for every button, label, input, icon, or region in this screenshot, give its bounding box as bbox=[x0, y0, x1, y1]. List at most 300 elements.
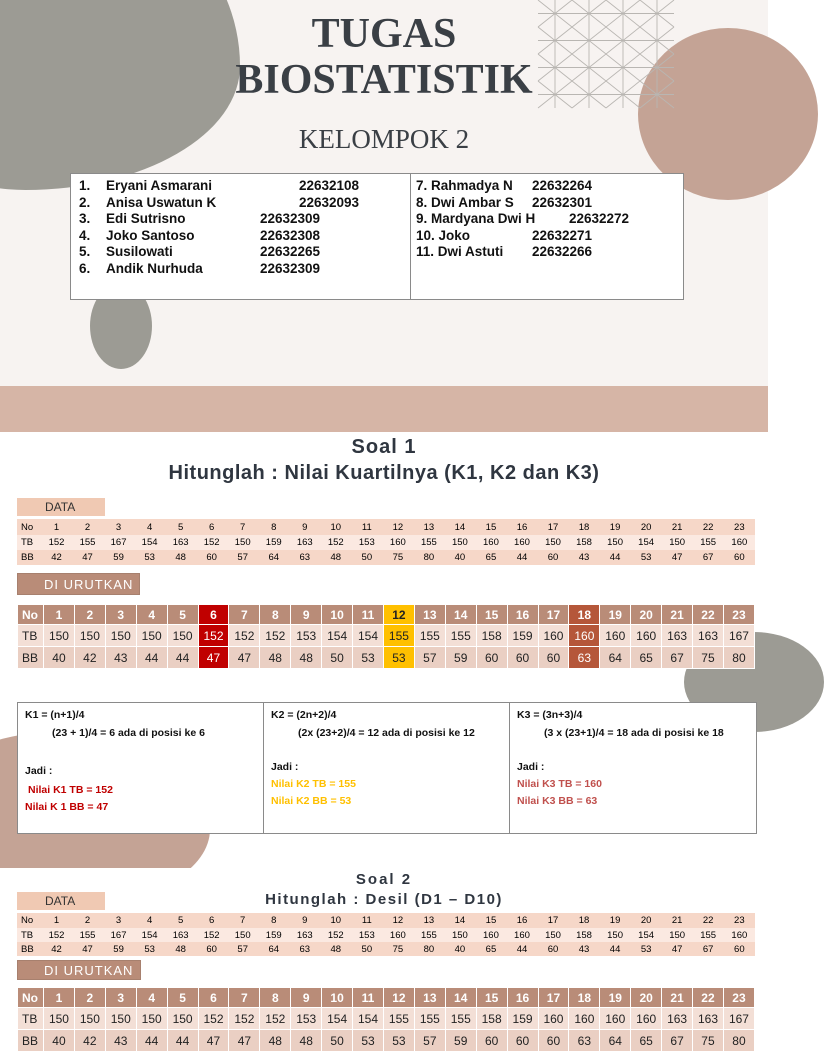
table-cell-no: 4 bbox=[134, 913, 165, 928]
table-cell-no: 16 bbox=[507, 605, 538, 625]
table-cell-no: 4 bbox=[134, 519, 165, 535]
table-cell-tb: 154 bbox=[322, 1008, 353, 1030]
table-cell-tb: 159 bbox=[258, 928, 289, 942]
member-nim: 22632271 bbox=[532, 227, 593, 243]
table-cell-bb: 44 bbox=[506, 550, 537, 565]
table-cell-tb: 153 bbox=[351, 928, 382, 942]
table-cell-bb: 48 bbox=[260, 1030, 291, 1052]
table-cell-no: 19 bbox=[600, 988, 631, 1008]
table-cell-no: 5 bbox=[165, 913, 196, 928]
table-cell-bb: 60 bbox=[507, 1030, 538, 1052]
member-name: Joko Santoso bbox=[106, 227, 195, 243]
table-cell-bb: 44 bbox=[600, 550, 631, 565]
row-label-tb: TB bbox=[17, 928, 41, 942]
table-cell-no: 12 bbox=[383, 988, 414, 1008]
table-cell-tb: 152 bbox=[196, 535, 227, 550]
table-cell-no: 4 bbox=[136, 988, 167, 1008]
table-cell-bb: 48 bbox=[260, 647, 291, 669]
table-cell-tb: 155 bbox=[413, 928, 444, 942]
table-cell-bb: 43 bbox=[105, 647, 136, 669]
member-number: 5. bbox=[79, 244, 91, 259]
list-item bbox=[416, 211, 678, 228]
table-cell-tb: 150 bbox=[662, 928, 693, 942]
row-label-tb: TB bbox=[18, 625, 44, 647]
table-cell-tb: 163 bbox=[693, 625, 724, 647]
table-cell-bb: 75 bbox=[382, 942, 413, 956]
table-cell-tb: 160 bbox=[382, 535, 413, 550]
table-cell-no: 7 bbox=[229, 605, 260, 625]
soal-2-slide bbox=[0, 868, 768, 1048]
table-cell-tb: 155 bbox=[414, 1008, 445, 1030]
table-cell-tb: 150 bbox=[444, 928, 475, 942]
table-cell-tb: 152 bbox=[260, 1008, 291, 1030]
table-cell-no: 22 bbox=[693, 988, 724, 1008]
table-cell-tb: 160 bbox=[600, 625, 631, 647]
table-cell-bb: 53 bbox=[383, 647, 414, 669]
table-cell-tb: 152 bbox=[320, 928, 351, 942]
table-cell-bb: 60 bbox=[476, 1030, 507, 1052]
table-cell-tb: 150 bbox=[167, 625, 198, 647]
table-cell-bb: 67 bbox=[662, 1030, 693, 1052]
table-cell-no: 17 bbox=[538, 519, 569, 535]
table-cell-no: 23 bbox=[723, 988, 754, 1008]
table-cell-tb: 154 bbox=[322, 625, 353, 647]
table-cell-tb: 150 bbox=[600, 928, 631, 942]
table-cell-no: 12 bbox=[382, 519, 413, 535]
table-cell-tb: 150 bbox=[105, 1008, 136, 1030]
page-title: BIOSTATISTIK bbox=[235, 57, 533, 103]
k3-jadi: Jadi : bbox=[517, 761, 545, 773]
table-cell-tb: 155 bbox=[414, 625, 445, 647]
table-cell-tb: 154 bbox=[353, 1008, 384, 1030]
table-cell-bb: 59 bbox=[445, 1030, 476, 1052]
page-title: TUGAS bbox=[311, 11, 457, 57]
table-cell-bb: 44 bbox=[136, 647, 167, 669]
table-cell-tb: 150 bbox=[74, 625, 105, 647]
k2-panel bbox=[263, 703, 509, 833]
member-name: Andik Nurhuda bbox=[106, 260, 203, 276]
table-cell-bb: 50 bbox=[351, 550, 382, 565]
table-cell-no: 23 bbox=[723, 605, 754, 625]
table-cell-no: 18 bbox=[569, 605, 600, 625]
member-number: 1. bbox=[79, 178, 91, 193]
table-cell-tb: 163 bbox=[289, 928, 320, 942]
table-cell-tb: 163 bbox=[165, 535, 196, 550]
table-cell-no: 13 bbox=[414, 988, 445, 1008]
row-label-tb: TB bbox=[17, 535, 41, 550]
table-cell-bb: 53 bbox=[353, 647, 384, 669]
table-cell-no: 15 bbox=[475, 519, 506, 535]
table-cell-bb: 53 bbox=[134, 942, 165, 956]
row-label-bb: BB bbox=[17, 550, 41, 565]
k3-formula: K3 = (3n+3)/4 bbox=[517, 709, 583, 721]
member-name: 7. Rahmadya N bbox=[416, 178, 513, 193]
member-nim: 22632308 bbox=[260, 227, 321, 243]
table-cell-tb: 159 bbox=[507, 625, 538, 647]
table-cell-no: 11 bbox=[353, 605, 384, 625]
table-cell-tb: 160 bbox=[600, 1008, 631, 1030]
table-cell-no: 11 bbox=[351, 519, 382, 535]
member-name: Edi Sutrisno bbox=[106, 211, 186, 226]
table-cell-no: 14 bbox=[445, 605, 476, 625]
table-cell-bb: 63 bbox=[569, 1030, 600, 1052]
table-cell-bb: 47 bbox=[72, 942, 103, 956]
table-cell-bb: 47 bbox=[229, 1030, 260, 1052]
list-item bbox=[416, 244, 678, 261]
table-cell-no: 5 bbox=[167, 605, 198, 625]
member-nim: 22632264 bbox=[532, 178, 593, 193]
table-cell-bb: 43 bbox=[569, 550, 600, 565]
table-cell-bb: 57 bbox=[227, 550, 258, 565]
k1-calculation: (23 + 1)/4 = 6 ada di posisi ke 6 bbox=[52, 727, 205, 739]
row-label-bb: BB bbox=[18, 647, 44, 669]
table-cell-tb: 163 bbox=[289, 535, 320, 550]
table-cell-no: 21 bbox=[662, 988, 693, 1008]
table-cell-no: 3 bbox=[103, 913, 134, 928]
table-cell-bb: 53 bbox=[353, 1030, 384, 1052]
table-cell-no: 8 bbox=[260, 605, 291, 625]
list-item bbox=[79, 178, 405, 195]
table-cell-no: 12 bbox=[383, 605, 414, 625]
row-label-bb: BB bbox=[17, 942, 41, 956]
table-cell-tb: 150 bbox=[136, 1008, 167, 1030]
table-cell-tb: 155 bbox=[383, 625, 414, 647]
table-cell-tb: 167 bbox=[723, 625, 754, 647]
list-item bbox=[79, 195, 405, 212]
table-cell-bb: 80 bbox=[723, 1030, 754, 1052]
table-cell-bb: 80 bbox=[723, 647, 754, 669]
question-text: Hitunglah : Desil (D1 – D10) bbox=[265, 891, 503, 908]
table-cell-bb: 48 bbox=[165, 942, 196, 956]
row-label-bb: BB bbox=[18, 1030, 44, 1052]
table-cell-tb: 150 bbox=[105, 625, 136, 647]
table-cell-no: 20 bbox=[631, 913, 662, 928]
table-cell-no: 2 bbox=[72, 913, 103, 928]
sorted-label: DI URUTKAN bbox=[17, 960, 141, 980]
member-list-left bbox=[79, 178, 405, 277]
table-cell-tb: 155 bbox=[72, 535, 103, 550]
list-item bbox=[79, 228, 405, 245]
table-cell-bb: 67 bbox=[693, 942, 724, 956]
table-cell-tb: 152 bbox=[41, 928, 72, 942]
member-nim: 22632266 bbox=[532, 244, 593, 259]
table-cell-bb: 60 bbox=[538, 647, 569, 669]
table-cell-tb: 150 bbox=[167, 1008, 198, 1030]
table-cell-no: 16 bbox=[507, 988, 538, 1008]
raw-data-table bbox=[17, 913, 755, 956]
table-cell-bb: 65 bbox=[631, 1030, 662, 1052]
table-cell-bb: 67 bbox=[693, 550, 724, 565]
table-cell-tb: 159 bbox=[507, 1008, 538, 1030]
table-cell-bb: 47 bbox=[229, 647, 260, 669]
member-name: 11. Dwi Astuti bbox=[416, 244, 504, 259]
soal-1-slide bbox=[0, 432, 768, 868]
k2-jadi: Jadi : bbox=[271, 761, 299, 773]
table-cell-bb: 48 bbox=[291, 1030, 322, 1052]
table-cell-bb: 44 bbox=[506, 942, 537, 956]
table-cell-tb: 152 bbox=[260, 625, 291, 647]
table-cell-no: 21 bbox=[662, 605, 693, 625]
table-cell-bb: 65 bbox=[475, 942, 506, 956]
table-cell-tb: 160 bbox=[631, 625, 662, 647]
data-label: DATA bbox=[17, 498, 105, 516]
table-cell-no: 8 bbox=[260, 988, 291, 1008]
member-name: Eryani Asmarani bbox=[106, 178, 213, 193]
table-cell-bb: 44 bbox=[167, 647, 198, 669]
table-cell-no: 14 bbox=[444, 913, 475, 928]
sorted-data-table bbox=[17, 987, 755, 1052]
table-cell-tb: 160 bbox=[538, 625, 569, 647]
table-cell-bb: 57 bbox=[414, 647, 445, 669]
member-name: 9. Mardyana Dwi H bbox=[416, 211, 536, 226]
table-cell-tb: 163 bbox=[662, 1008, 693, 1030]
table-cell-no: 20 bbox=[631, 988, 662, 1008]
table-cell-tb: 155 bbox=[383, 1008, 414, 1030]
table-cell-no: 1 bbox=[44, 605, 75, 625]
table-cell-no: 18 bbox=[569, 913, 600, 928]
table-cell-no: 22 bbox=[693, 605, 724, 625]
list-item bbox=[79, 244, 405, 261]
table-cell-tb: 160 bbox=[724, 535, 755, 550]
table-cell-tb: 150 bbox=[227, 928, 258, 942]
member-name: 8. Dwi Ambar S bbox=[416, 194, 514, 210]
section-heading: Soal 1 bbox=[351, 436, 417, 458]
table-cell-tb: 160 bbox=[382, 928, 413, 942]
member-number: 6. bbox=[79, 260, 91, 276]
table-cell-no: 1 bbox=[44, 988, 75, 1008]
table-cell-no: 15 bbox=[475, 913, 506, 928]
table-cell-no: 15 bbox=[476, 988, 507, 1008]
table-cell-bb: 47 bbox=[72, 550, 103, 565]
table-cell-bb: 59 bbox=[103, 942, 134, 956]
slide-separator-band bbox=[0, 386, 768, 432]
member-nim: 22632108 bbox=[299, 178, 360, 193]
table-cell-tb: 150 bbox=[136, 625, 167, 647]
table-cell-tb: 158 bbox=[569, 535, 600, 550]
table-cell-tb: 150 bbox=[227, 535, 258, 550]
table-cell-no: 10 bbox=[322, 605, 353, 625]
table-cell-bb: 48 bbox=[165, 550, 196, 565]
table-cell-no: 10 bbox=[322, 988, 353, 1008]
member-nim: 22632309 bbox=[260, 260, 321, 276]
k2-formula: K2 = (2n+2)/4 bbox=[271, 709, 337, 721]
table-cell-bb: 59 bbox=[103, 550, 134, 565]
member-nim: 22632265 bbox=[260, 244, 321, 259]
table-cell-no: 18 bbox=[569, 988, 600, 1008]
table-cell-bb: 48 bbox=[320, 550, 351, 565]
member-table bbox=[70, 173, 684, 300]
table-cell-tb: 158 bbox=[476, 625, 507, 647]
table-cell-bb: 53 bbox=[134, 550, 165, 565]
table-cell-tb: 167 bbox=[103, 928, 134, 942]
table-cell-no: 2 bbox=[74, 605, 105, 625]
table-cell-tb: 154 bbox=[134, 928, 165, 942]
table-cell-no: 4 bbox=[136, 605, 167, 625]
table-cell-no: 9 bbox=[289, 519, 320, 535]
table-cell-tb: 152 bbox=[196, 928, 227, 942]
table-cell-bb: 42 bbox=[74, 647, 105, 669]
table-cell-tb: 154 bbox=[631, 928, 662, 942]
table-cell-bb: 64 bbox=[258, 550, 289, 565]
table-cell-bb: 60 bbox=[196, 942, 227, 956]
table-cell-bb: 40 bbox=[44, 1030, 75, 1052]
table-cell-no: 8 bbox=[258, 913, 289, 928]
table-cell-tb: 155 bbox=[445, 1008, 476, 1030]
divider bbox=[410, 174, 411, 299]
table-cell-tb: 160 bbox=[631, 1008, 662, 1030]
table-cell-tb: 152 bbox=[229, 1008, 260, 1030]
row-label-no: No bbox=[17, 913, 41, 928]
row-label-tb: TB bbox=[18, 1008, 44, 1030]
table-cell-no: 16 bbox=[506, 913, 537, 928]
member-nim: 22632309 bbox=[260, 211, 321, 226]
question-text: Hitunglah : Nilai Kuartilnya (K1, K2 dan K3) bbox=[168, 462, 600, 484]
member-number: 2. bbox=[79, 194, 91, 210]
table-cell-tb: 150 bbox=[74, 1008, 105, 1030]
table-cell-no: 2 bbox=[74, 988, 105, 1008]
table-cell-tb: 163 bbox=[693, 1008, 724, 1030]
member-nim: 22632272 bbox=[569, 211, 630, 226]
k3-calculation: (3 x (23+1)/4 = 18 ada di posisi ke 18 bbox=[544, 727, 724, 739]
list-item bbox=[79, 211, 405, 228]
table-cell-bb: 47 bbox=[662, 942, 693, 956]
list-item bbox=[79, 261, 405, 278]
table-cell-no: 2 bbox=[72, 519, 103, 535]
table-cell-no: 21 bbox=[662, 519, 693, 535]
table-cell-no: 5 bbox=[167, 988, 198, 1008]
table-cell-bb: 53 bbox=[631, 550, 662, 565]
table-cell-bb: 60 bbox=[476, 647, 507, 669]
table-cell-no: 1 bbox=[41, 913, 72, 928]
table-cell-bb: 50 bbox=[351, 942, 382, 956]
table-cell-tb: 153 bbox=[351, 535, 382, 550]
quartile-results-box bbox=[17, 702, 757, 834]
table-cell-bb: 47 bbox=[662, 550, 693, 565]
table-cell-no: 14 bbox=[444, 519, 475, 535]
table-cell-no: 13 bbox=[413, 519, 444, 535]
table-cell-tb: 155 bbox=[72, 928, 103, 942]
table-cell-tb: 150 bbox=[444, 535, 475, 550]
section-heading: Soal 2 bbox=[355, 871, 413, 888]
row-label-no: No bbox=[18, 988, 44, 1008]
table-cell-bb: 63 bbox=[289, 942, 320, 956]
table-cell-bb: 60 bbox=[724, 942, 755, 956]
list-item bbox=[416, 195, 678, 212]
table-cell-bb: 65 bbox=[475, 550, 506, 565]
k1-result-tb: Nilai K1 TB = 152 bbox=[28, 784, 113, 796]
table-cell-bb: 75 bbox=[693, 647, 724, 669]
k1-result-bb: Nilai K 1 BB = 47 bbox=[25, 801, 109, 813]
table-cell-tb: 160 bbox=[724, 928, 755, 942]
table-cell-no: 8 bbox=[258, 519, 289, 535]
member-number: 4. bbox=[79, 227, 91, 243]
table-cell-tb: 155 bbox=[445, 625, 476, 647]
table-cell-bb: 47 bbox=[198, 647, 229, 669]
table-cell-bb: 63 bbox=[289, 550, 320, 565]
list-item bbox=[416, 228, 678, 245]
table-cell-bb: 48 bbox=[320, 942, 351, 956]
member-list-right bbox=[416, 178, 678, 261]
table-cell-no: 14 bbox=[445, 988, 476, 1008]
table-cell-bb: 40 bbox=[444, 942, 475, 956]
list-item bbox=[416, 178, 678, 195]
table-cell-no: 20 bbox=[631, 519, 662, 535]
table-cell-tb: 158 bbox=[476, 1008, 507, 1030]
table-cell-bb: 42 bbox=[41, 550, 72, 565]
k2-result-tb: Nilai K2 TB = 155 bbox=[271, 778, 356, 790]
table-cell-bb: 65 bbox=[631, 647, 662, 669]
table-cell-no: 11 bbox=[353, 988, 384, 1008]
table-cell-bb: 53 bbox=[383, 1030, 414, 1052]
table-cell-tb: 150 bbox=[44, 1008, 75, 1030]
table-cell-no: 23 bbox=[724, 913, 755, 928]
table-cell-tb: 153 bbox=[291, 625, 322, 647]
table-cell-bb: 57 bbox=[414, 1030, 445, 1052]
table-cell-tb: 158 bbox=[569, 928, 600, 942]
table-cell-no: 3 bbox=[105, 988, 136, 1008]
table-cell-no: 9 bbox=[289, 913, 320, 928]
k3-panel bbox=[509, 703, 757, 833]
table-cell-bb: 60 bbox=[507, 647, 538, 669]
table-cell-no: 6 bbox=[196, 519, 227, 535]
table-cell-bb: 75 bbox=[693, 1030, 724, 1052]
table-cell-tb: 160 bbox=[569, 625, 600, 647]
table-cell-bb: 59 bbox=[445, 647, 476, 669]
table-cell-bb: 50 bbox=[322, 1030, 353, 1052]
table-cell-no: 20 bbox=[631, 605, 662, 625]
table-cell-no: 19 bbox=[600, 605, 631, 625]
table-cell-tb: 160 bbox=[569, 1008, 600, 1030]
table-cell-tb: 163 bbox=[662, 625, 693, 647]
k3-result-bb: Nilai K3 BB = 63 bbox=[517, 795, 598, 807]
table-cell-bb: 50 bbox=[322, 647, 353, 669]
table-cell-tb: 152 bbox=[198, 1008, 229, 1030]
table-cell-tb: 155 bbox=[413, 535, 444, 550]
table-cell-no: 15 bbox=[476, 605, 507, 625]
table-cell-no: 22 bbox=[693, 519, 724, 535]
table-cell-tb: 154 bbox=[631, 535, 662, 550]
table-cell-no: 13 bbox=[414, 605, 445, 625]
member-name: Susilowati bbox=[106, 244, 173, 259]
table-cell-tb: 154 bbox=[134, 535, 165, 550]
page-subtitle: KELOMPOK 2 bbox=[298, 124, 470, 154]
table-cell-bb: 60 bbox=[538, 942, 569, 956]
table-cell-no: 19 bbox=[600, 913, 631, 928]
table-cell-tb: 160 bbox=[506, 535, 537, 550]
k2-calculation: (2x (23+2)/4 = 12 ada di posisi ke 12 bbox=[298, 727, 475, 739]
table-cell-tb: 167 bbox=[723, 1008, 754, 1030]
table-cell-no: 3 bbox=[103, 519, 134, 535]
table-cell-tb: 150 bbox=[538, 928, 569, 942]
table-cell-bb: 48 bbox=[291, 647, 322, 669]
member-nim: 22632093 bbox=[299, 194, 360, 210]
table-cell-no: 12 bbox=[382, 913, 413, 928]
table-cell-tb: 160 bbox=[475, 928, 506, 942]
table-cell-no: 5 bbox=[165, 519, 196, 535]
table-cell-bb: 67 bbox=[662, 647, 693, 669]
table-cell-bb: 60 bbox=[196, 550, 227, 565]
k1-jadi: Jadi : bbox=[25, 765, 53, 777]
table-cell-no: 17 bbox=[538, 913, 569, 928]
table-cell-no: 18 bbox=[569, 519, 600, 535]
table-cell-no: 23 bbox=[724, 519, 755, 535]
table-cell-tb: 152 bbox=[229, 625, 260, 647]
table-cell-tb: 152 bbox=[41, 535, 72, 550]
table-cell-bb: 63 bbox=[569, 647, 600, 669]
table-cell-bb: 44 bbox=[136, 1030, 167, 1052]
table-cell-bb: 40 bbox=[44, 647, 75, 669]
table-cell-bb: 53 bbox=[631, 942, 662, 956]
